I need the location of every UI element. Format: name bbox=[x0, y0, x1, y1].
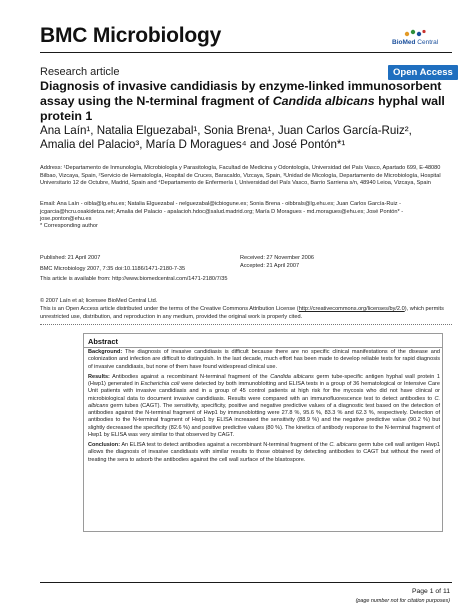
corresponding-author-note: * Corresponding author bbox=[40, 223, 98, 229]
author-line-1: Ana Laín¹, Natalia Elguezabal¹, Sonia Brena¹, Juan Carlos García-Ruiz², bbox=[40, 124, 412, 137]
title-part-2: hyphal wall protein 1 bbox=[40, 94, 445, 123]
background-label: Background: bbox=[88, 349, 123, 355]
publisher-name-light: Central bbox=[415, 39, 439, 46]
publisher-logo-icon bbox=[402, 28, 428, 38]
results-text-b: germ tube-specific antigen hyphal wall protein 1 (Hwp1) generated in bbox=[88, 373, 440, 387]
page-number-note: (page number not for citation purposes) bbox=[355, 598, 450, 604]
abstract-heading: Abstract bbox=[88, 337, 118, 346]
citation: BMC Microbiology 2007, 7:35 doi:10.1186/1471-2180-7-35 bbox=[40, 266, 186, 272]
license-statement bbox=[40, 306, 454, 321]
section-divider bbox=[40, 324, 452, 325]
results-text-c: were detected by both immunoblotting and ELISA tests in a group of 36 hematological or Intensive Care Unit patients with invasive candidiasis and in a group of 45 control patients at high risk for the mycosis who did not have clinical or microbiological data to document invasive candidiasis. Results were compared with an immunofluorescence test to detect antibodies to bbox=[88, 381, 440, 402]
received-accepted-dates bbox=[240, 255, 314, 270]
conclusion-italic: C. albicans bbox=[329, 442, 357, 448]
publisher-name bbox=[392, 39, 438, 46]
article-url[interactable]: This article is available from: http://www.biomedcentral.com/1471-2180/7/35 bbox=[40, 276, 228, 282]
header-rule bbox=[40, 52, 452, 53]
author-line-2: Amalia del Palacio³, María D Moragues⁴ and José Pontón*¹ bbox=[40, 138, 346, 151]
abstract-results bbox=[88, 374, 440, 439]
conclusion-label: Conclusion: bbox=[88, 442, 121, 448]
open-access-badge: Open Access bbox=[388, 65, 458, 80]
accepted-date: Accepted: 21 April 2007 bbox=[240, 262, 300, 269]
page-number: Page 1 of 11 bbox=[411, 588, 450, 595]
conclusion-text-a: An ELISA test to detect antibodies against a recombinant N-terminal fragment of the bbox=[120, 442, 330, 448]
author-emails[interactable]: Email: Ana Laín - oibla@lg.ehu.es; Natalia Elguezabal - nelguezabal@icbiogune.es; Sonia Brena - oibbrals@lg.ehu.es; Juan Carlos García-Ruiz - jcgarcia@hcru.osakidetza.net; Amalia del Palacio - apalacioh.hdoc@salud.madrid.org; María D Moragues - md.moragues@ehu.es; José Pontón* - jose.ponton@ehu.es bbox=[40, 201, 404, 223]
copyright: © 2007 Laín et al; licensee BioMed Central Ltd. bbox=[40, 298, 158, 304]
journal-title: BMC Microbiology bbox=[40, 24, 222, 47]
publisher-logo[interactable] bbox=[392, 28, 452, 48]
abstract-body bbox=[88, 349, 440, 467]
license-part-1: This is an Open Access article distributed under the terms of the Creative Commons Attribution License ( bbox=[40, 306, 299, 312]
results-italic-c: C. albicans bbox=[88, 395, 440, 409]
results-label: Results: bbox=[88, 373, 110, 380]
results-text-d: germ tubes (CAGT). The sensitivity, specificity, positive and negative predictive values of a diagnostic test based on the detection of antibodies against the N-terminal fragment of Hwp1 by immunoblotting were 27.8 %, 95.6 %, 83.3 % and 62.3 %, respectively. Detection of antibodies to the N-terminal fragment of Hwp1 by ELISA increased the sensitivity (88.9 %) and the negative predictive value (90.2 %) but slightly decreased the specificity (82.6 %) and positive predictive values (80 %). The kinetics of antibody response to the N-terminal fragment of Hwp1 by ELISA was very similar to that observed by CAGT. bbox=[88, 402, 440, 438]
abstract-box bbox=[83, 333, 443, 532]
title-italic: Candida albicans bbox=[272, 94, 375, 108]
footer-rule bbox=[40, 582, 452, 583]
license-link[interactable]: http://creativecommons.org/licenses/by/2.0 bbox=[298, 306, 405, 312]
abstract-background bbox=[88, 349, 440, 371]
results-italic-b: Escherichia coli bbox=[140, 381, 180, 387]
published-date: Published: 21 April 2007 bbox=[40, 255, 101, 261]
background-text: The diagnosis of invasive candidiasis is difficult because there are no specific clinical manifestations of the disease and colonization and infection are difficult to distinguish. In the last decade, much effort has been made to develop reliable tests for rapid diagnosis of invasive candidiasis, but none of them have found widespread clinical use. bbox=[88, 349, 440, 370]
received-date: Received: 27 November 2006 bbox=[240, 255, 315, 261]
article-title bbox=[40, 79, 454, 124]
conclusion-text-b: germ tube cell wall antigen Hwp1 allows the diagnosis of invasive candidiasis with similar results to those obtained by detecting antibodies to CAGT but without the need of treating the sera to adsorb the antibodies against the cell wall surface of the blastospore. bbox=[88, 442, 440, 463]
author-list bbox=[40, 124, 460, 152]
author-addresses: Address: ¹Departamento de Inmunología, Microbiología y Parasitología, Facultad de Medicina y Odontología, Universidad del País Vasco, Apartado 699, E-48080 Bilbao, Vizcaya, Spain, ²Servicio de Hematología, Hospital de Cruces, Baracaldo, Vizcaya, Spain, ³Unidad de Micología, Departamento de Microbiología, Hospital Universitario 12 de Octubre, Madrid, Spain and ⁴Departamento de Enfermería I, Universidad del País Vasco, Barrio Sarriena s/n, 48940 Leioa, Vizcaya, Spain bbox=[40, 165, 441, 187]
license-part-2: ), which permits unrestricted use, distribution, and reproduction in any medium, provided the original work is properly cited. bbox=[40, 306, 444, 320]
title-part-1: Diagnosis of invasive candidiasis by enzyme-linked immunosorbent assay using the N-terminal fragment of bbox=[40, 79, 442, 108]
abstract-rule bbox=[84, 347, 442, 348]
results-text-a: Antibodies against a recombinant N-terminal fragment of the bbox=[109, 373, 271, 380]
abstract-conclusion bbox=[88, 442, 440, 464]
results-italic-a: Candida albicans bbox=[270, 373, 314, 380]
publisher-name-bold: BioMed bbox=[392, 39, 416, 46]
article-type: Research article bbox=[40, 66, 120, 78]
